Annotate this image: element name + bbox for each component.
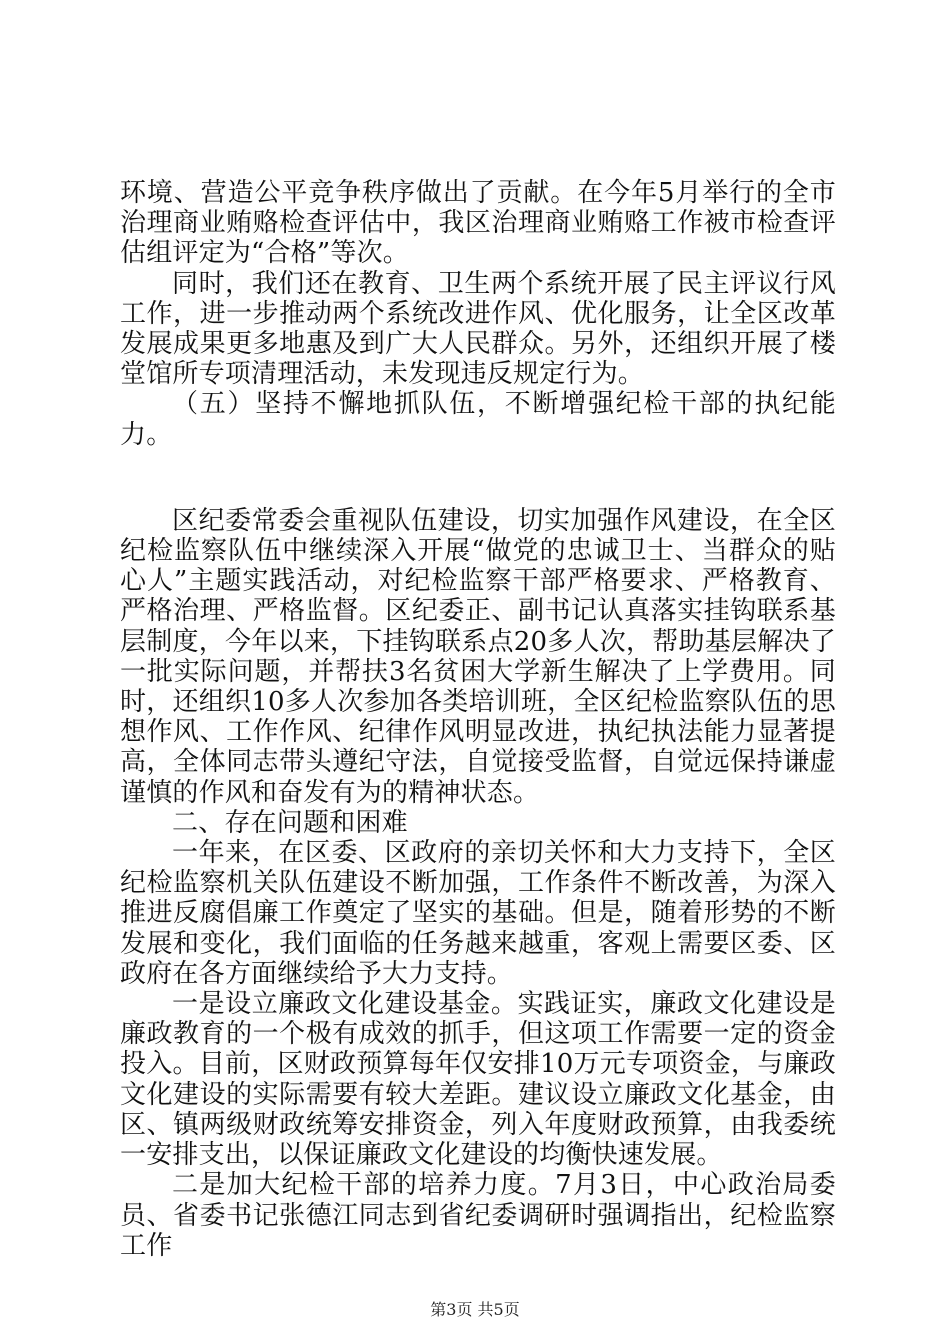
paragraph-overview: 一年来，在区委、区政府的亲切关怀和大力支持下，全区纪检监察机关队伍建设不断加强，工作条件不断改善，为深入推进反腐倡廉工作奠定了坚实的基础。但是，随着形势的不断发展和变化，我们面临的任务越来越重，客观上需要区委、区政府在各方面继续给予大力支持。 [120,838,836,989]
section-heading-problems: 二、存在问题和困难 [172,807,408,838]
paragraph-continuation: 环境、营造公平竞争秩序做出了贡献。在今年5月举行的全市治理商业贿赂检查评估中，我区治理商业贿赂工作被市检查评估组评定为“合格”等次。 [120,178,836,269]
paragraph-fund: 一是设立廉政文化建设基金。实践证实，廉政文化建设是廉政教育的一个极有成效的抓手，但这项工作需要一定的资金投入。目前，区财政预算每年仅安排10万元专项资金，与廉政文化建设的实际需要有较大差距。建议设立廉政文化基金，由区、镇两级财政统筹安排资金，列入年度财政预算，由我委统一安排支出，以保证廉政文化建设的均衡快速发展。 [120,989,836,1171]
paragraph-training: 二是加大纪检干部的培养力度。7月3日，中心政治局委员、省委书记张德江同志到省纪委调研时强调指出，纪检监察工作 [120,1170,836,1261]
page-footer: 第3页 共5页 [430,1300,520,1319]
paragraph-team-building: 区纪委常委会重视队伍建设，切实加强作风建设，在全区纪检监察队伍中继续深入开展“做党的忠诚卫士、当群众的贴心人”主题实践活动，对纪检监察干部严格要求、严格教育、严格治理、严格监督。区纪委正、副书记认真落实挂钩联系基层制度，今年以来，下挂钩联系点20多人次，帮助基层解决了一批实际问题，并帮扶3名贫困大学新生解决了上学费用。同时，还组织10多人次参加各类培训班，全区纪检监察队伍的思想作风、工作作风、纪律作风明显改进，执纪执法能力显著提高，全体同志带头遵纪守法，自觉接受监督，自觉远保持谦虚谨慎的作风和奋发有为的精神状态。 [120,505,836,808]
document-body [120,178,836,1261]
section-heading-five: （五）坚持不懈地抓队伍，不断增强纪检干部的执纪能力。 [120,389,836,450]
paragraph-review: 同时，我们还在教育、卫生两个系统开展了民主评议行风工作，进一步推动两个系统改进作风、优化服务，让全区改革发展成果更多地惠及到广大人民群众。另外，还组织开展了楼堂馆所专项清理活动，未发现违反规定行为。 [120,268,836,390]
